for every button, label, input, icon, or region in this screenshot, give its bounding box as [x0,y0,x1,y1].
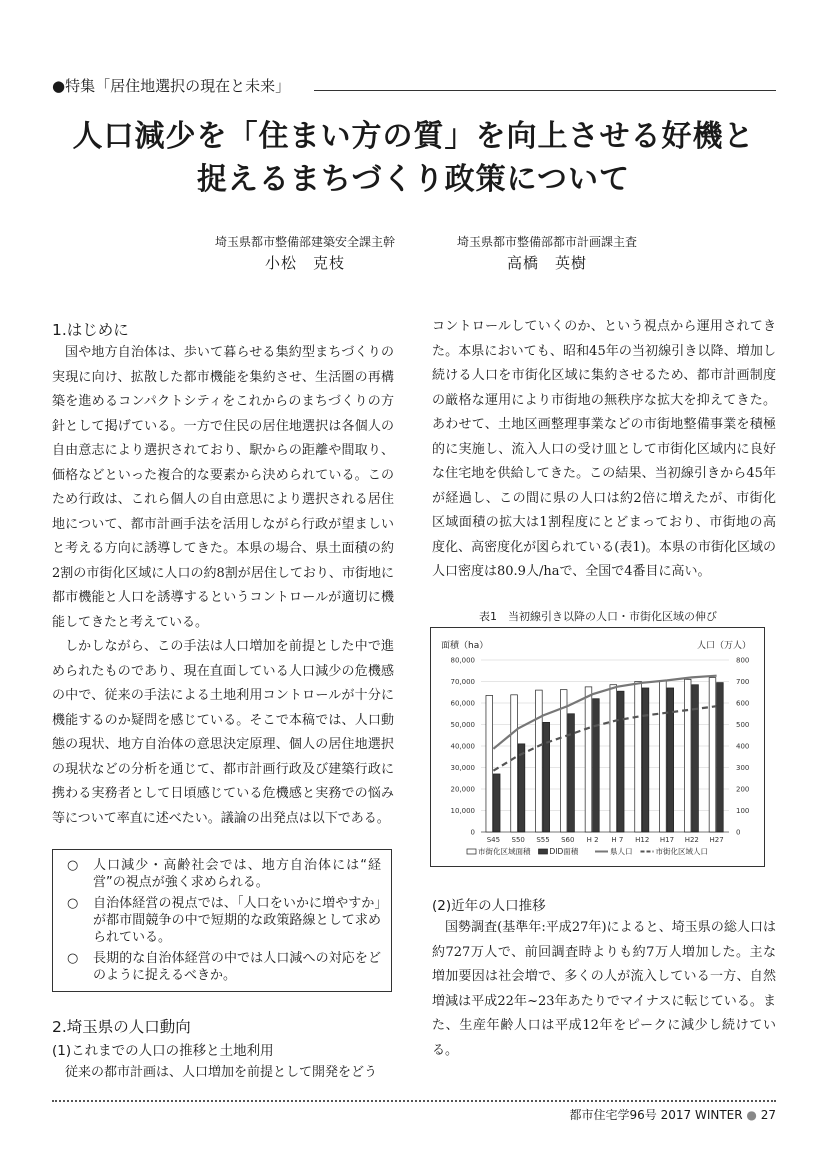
left-tick-label: 20,000 [450,785,475,794]
right-tick-label: 800 [736,656,750,665]
bar [511,695,518,832]
list-item: ○ 長期的な自治体経営の中では人口減への対応をどのように捉えるべきか。 [67,951,381,983]
legend-entry: DID面積 [549,847,579,856]
author-2-name: 高橋 英樹 [506,254,587,272]
x-tick-label: H27 [709,836,724,844]
subsection-heading: (1)これまでの人口の推移と土地利用 [52,1043,274,1059]
paragraph: コントロールしていくのか、という視点から運用されてきた。本県においても、昭和45年の当初線引き以降、増加し続ける人口を市街化区域に集約させるため、都市計画制度の厳格な運用により市街地の無秩序な拡大を抑えてきた。あわせて、土地区画整理事業などの市街地整備事業を積極的に実施し、流入人口の受け皿として市街化区域内に良好な住宅地を供給してきた。この結果、当初線引きから45年が経過し、この間に県の人口は約2倍に増えたが、市街化区域面積の拡大は1割程度にとどまっており、市街地の高度化、高密度化が図られている(表1)。本県の市街化区域の人口密度は80.9人/haで、全国で4番目に高い。 [432,319,776,579]
right-tick-label: 600 [736,699,750,708]
right-tick-label: 500 [736,721,750,729]
journal-name: 都市住宅学96号 [569,1108,657,1122]
title-line-1: 人口減少を「住まい方の質」を向上させる好機と [72,119,755,154]
right-column-text [432,315,776,585]
right-tick-label: 300 [736,764,750,772]
bar [560,690,567,832]
right-tick-label: 0 [736,828,741,837]
paragraph: しかしながら、この手法は人口増加を前提とした中で進められたものであり、現在直面している人口減少の危機感の中で、従来の手法による土地利用コントロールが十分に機能するのか疑問を感じている。そこで本稿では、人口動態の現状、地方自治体の意思決定原理、個人の居住地選択の現状などの分析を通じて、都市計画行政及び建築行政に携わる実務者として日頃感じている危機感と実務での悩み等について率直に述べたい。議論の出発点は以下である。 [52,639,394,826]
legend-swatch [467,849,476,854]
series-line [493,676,716,749]
bar [585,687,592,832]
right-tick-label: 700 [736,678,750,686]
section-heading-2: 2.埼玉県の人口動向 [52,1018,191,1036]
list-item: ○ 人口減少・高齢社会では、地方自治体には“経営”の視点が強く求められる。 [67,858,381,890]
left-tick-label: 30,000 [450,764,475,772]
separator-icon: ● [746,1108,757,1122]
bar [660,680,667,832]
x-tick-label: H22 [684,836,699,844]
legend-entry: 市街化区域人口 [655,847,708,856]
left-axis-label: 面積（ha） [441,641,489,651]
population-chart [431,628,764,866]
bar [717,683,724,832]
author-1-name: 小松 克枝 [264,254,345,272]
bar [635,682,642,833]
left-tick-label: 80,000 [450,656,475,665]
bar [568,714,575,832]
legend-entry: 市街化区域面積 [478,847,531,856]
x-tick-label: S50 [511,836,525,844]
x-tick-label: H12 [635,836,650,844]
bar [642,688,649,832]
right-tick-label: 200 [736,785,750,794]
x-tick-label: H17 [659,836,675,844]
right-column-text-2 [432,916,776,1063]
author-1-affiliation: 埼玉県都市整備部建築安全課主幹 [214,235,395,249]
left-tick-label: 10,000 [450,807,475,815]
circle-icon: ○ [67,896,79,911]
chart-caption: 表1 当初線引き以降の人口・市街化区域の伸び [479,610,717,623]
bar [536,690,543,832]
left-tick-label: 40,000 [450,742,475,751]
x-tick-label: H 2 [586,836,599,844]
left-tick-label: 0 [470,828,475,837]
section-heading-1: 1.はじめに [52,321,129,339]
title-line-2: 捉えるまちづくり政策について [196,162,631,197]
paragraph: 国勢調査(基準年:平成27年)によると、埼玉県の総人口は約727万人で、前回調査時よりも約7万人増加した。主な増加要因は社会増で、多くの人が流入している一方、自然増減は平成22年~23年あたりでマイナスに転じている。また、生産年齢人口は平成12年をピークに減少し続けている。 [432,920,776,1058]
header-rule [314,90,776,91]
right-tick-label: 400 [736,742,750,751]
left-column-text [52,341,394,831]
bar [593,699,600,832]
left-tick-label: 70,000 [450,678,475,686]
x-tick-label: H 7 [611,836,624,844]
bar [610,685,617,832]
legend-swatch [539,849,548,854]
bar [493,774,500,832]
bar [667,688,674,832]
issue: 2017 WINTER [660,1108,743,1122]
series-line [493,706,716,771]
page-footer [569,1107,776,1123]
bar [684,679,691,832]
right-tick-label: 100 [736,807,750,815]
feature-tag: ●特集「居住地選択の現在と未来」 [52,77,291,95]
x-tick-label: S55 [536,836,550,844]
bar [486,695,493,832]
subsection-heading: (2)近年の人口推移 [432,898,546,914]
left-column-tail [52,1061,394,1086]
left-tick-label: 50,000 [450,721,475,729]
key-points-box [52,849,392,992]
list-item: ○ 自治体経営の視点では、「人口をいかに増やすか」が都市間競争の中で短期的な政策路線として求められている。 [67,896,381,945]
circle-icon: ○ [67,858,79,873]
chart-frame [430,627,765,867]
bar [692,685,699,832]
paragraph: 従来の都市計画は、人口増加を前提として開発をどう [65,1065,378,1080]
right-axis-label: 人口（万人） [696,641,751,651]
legend-entry: 県人口 [610,847,633,856]
paragraph: 国や地方自治体は、歩いて暮らせる集約型まちづくりの実現に向け、拡散した都市機能を集約させ、生活圏の再構築を進めるコンパクトシティをこれからのまちづくりの方針として掲げている。一方で住民の居住地選択は各個人の自由意志により選択されており、駅からの距離や間取り、価格などといった複合的な要素から決められている。このため行政は、これら個人の自由意思により選択される居住地について、都市計画手法を活用しながら行政が望ましいと考える方向に誘導してきた。本県の場合、県土面積の約2割の市街化区域に人口の約8割が居住しており、市街地に都市機能と人口を誘導するというコントロールが適切に機能してきたと考えている。 [52,345,394,630]
author-2-affiliation: 埼玉県都市整備部都市計画課主査 [456,235,637,249]
page-number: 27 [760,1108,776,1122]
bar [543,722,550,832]
bar [709,678,716,832]
x-tick-label: S60 [561,836,575,844]
bar [617,691,624,832]
x-tick-label: S45 [486,836,501,844]
circle-icon: ○ [67,951,79,966]
footer-rule [52,1100,776,1102]
bar [518,744,525,832]
left-tick-label: 60,000 [450,699,475,708]
